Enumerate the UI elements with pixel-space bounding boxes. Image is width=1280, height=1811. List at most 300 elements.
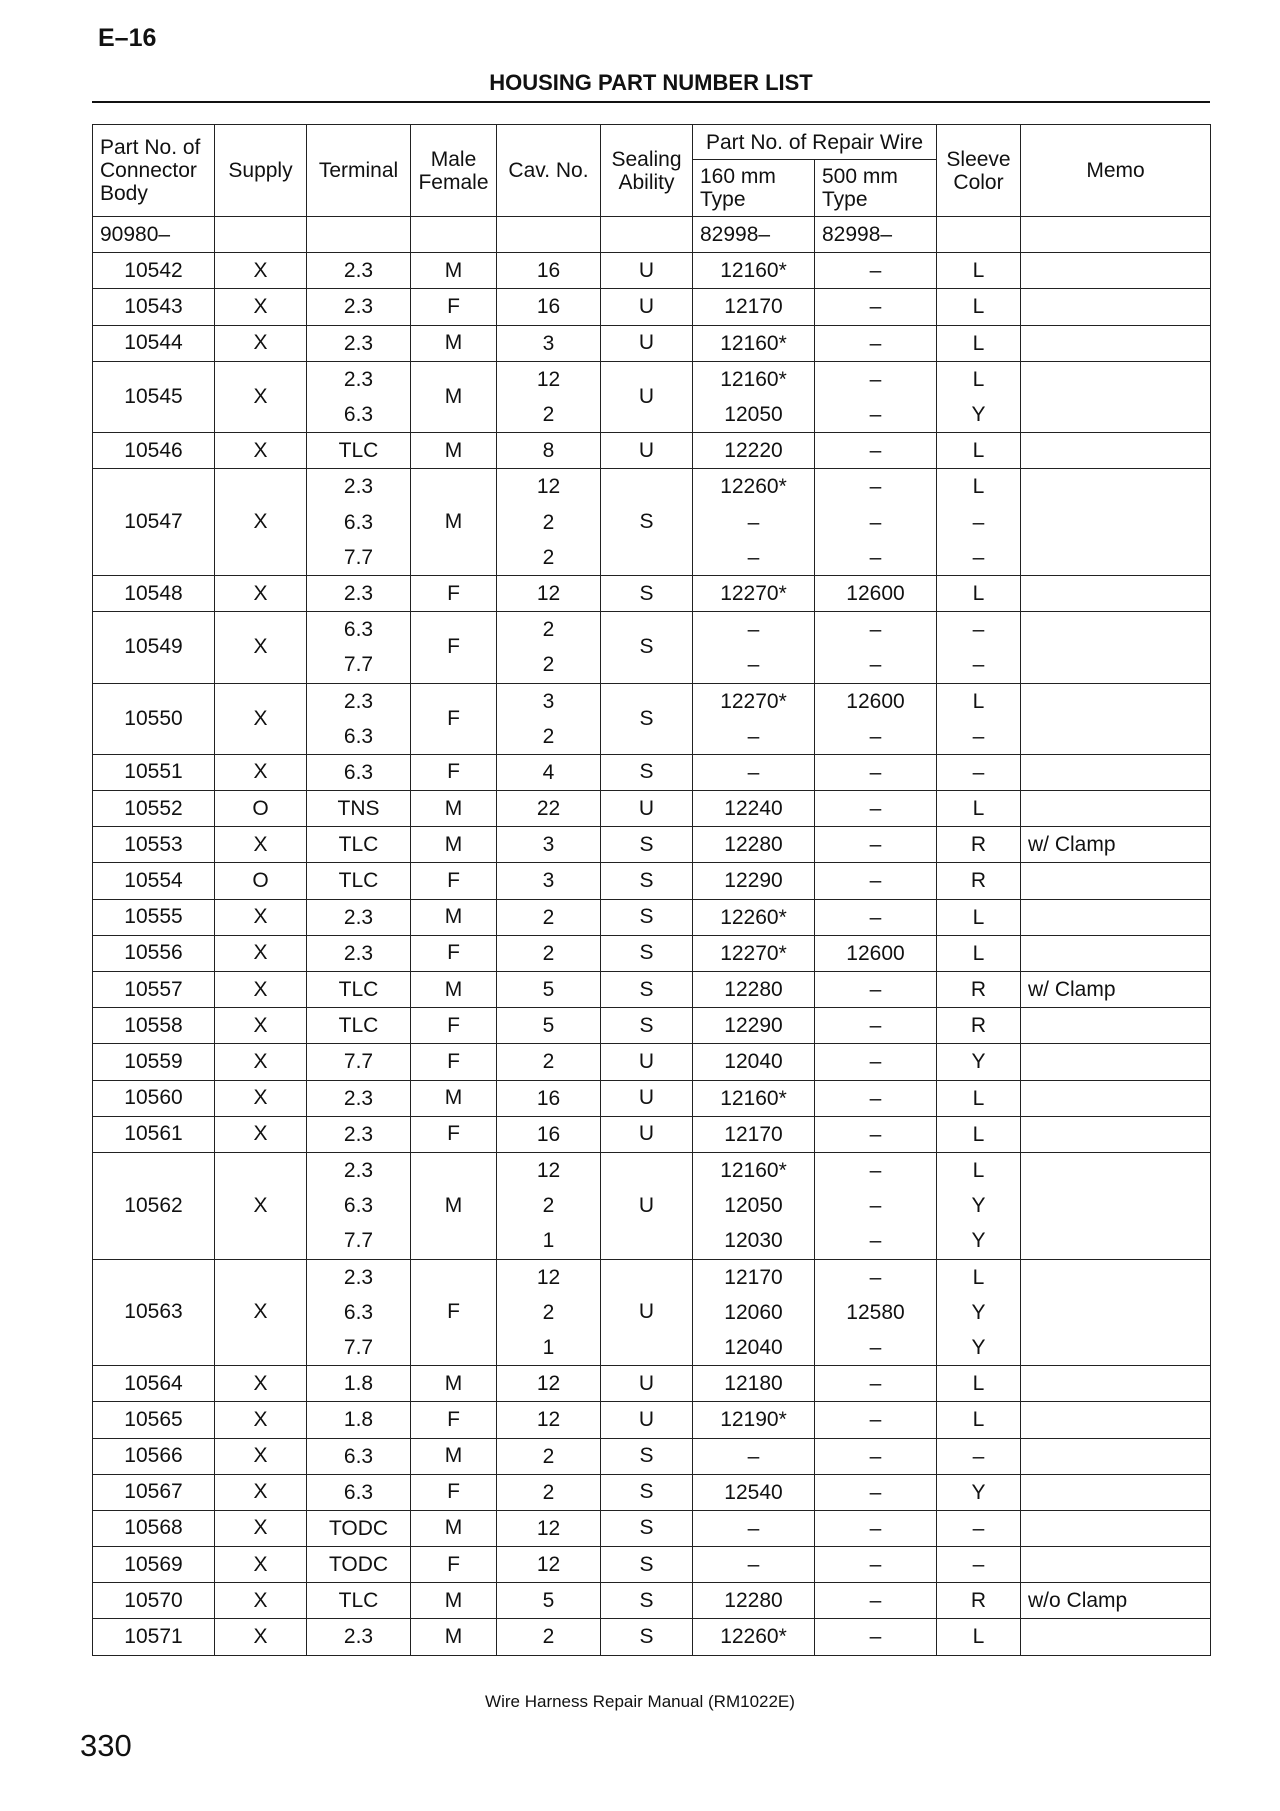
- sleeve-color-cell: [937, 754, 1021, 790]
- supply-cell: X: [215, 361, 307, 432]
- sealing-cell: S: [601, 827, 693, 863]
- wire-160-cell-line: 12290: [724, 869, 783, 893]
- sleeve-color-cell-line: –: [972, 653, 985, 677]
- table-row: [93, 1044, 1211, 1080]
- male-female-cell: M: [411, 1619, 497, 1655]
- wire-500-cell: [815, 1366, 937, 1402]
- terminal-cell: [307, 1044, 411, 1080]
- wire-500-cell: [815, 1402, 937, 1438]
- wire-500-cell-line: 12580: [846, 1300, 905, 1324]
- wire-160-cell-line: –: [747, 1553, 760, 1577]
- sealing-cell: S: [601, 683, 693, 754]
- wire-160-cell-line: 12280: [724, 978, 783, 1002]
- sleeve-color-cell-line: Y: [971, 1300, 986, 1324]
- terminal-cell: [307, 289, 411, 325]
- sleeve-color-cell: [937, 1259, 1021, 1366]
- wire-160-cell: [693, 1008, 815, 1044]
- cav-no-cell: [497, 935, 601, 971]
- cav-no-cell: [497, 1438, 601, 1474]
- supply-cell: X: [215, 433, 307, 469]
- col-header-sealing: Sealing Ability: [601, 125, 693, 217]
- prefix-row: [93, 217, 1211, 253]
- supply-cell: X: [215, 754, 307, 790]
- cav-no-cell: [497, 1474, 601, 1510]
- cav-no-cell: [497, 1116, 601, 1152]
- male-female-cell: F: [411, 612, 497, 683]
- wire-500-cell-line: –: [869, 618, 882, 642]
- male-female-cell: F: [411, 289, 497, 325]
- wire-500-cell-line: –: [869, 1050, 882, 1074]
- wire-500-cell-line: 12600: [846, 689, 905, 713]
- table-row: [93, 325, 1211, 361]
- wire-160-cell-line: 12540: [724, 1480, 783, 1504]
- table-row: [93, 683, 1211, 754]
- terminal-cell-line: TLC: [338, 439, 379, 463]
- terminal-cell: [307, 1080, 411, 1116]
- male-female-cell: M: [411, 433, 497, 469]
- wire-500-cell: [815, 863, 937, 899]
- supply-cell: X: [215, 899, 307, 935]
- page-title: HOUSING PART NUMBER LIST: [489, 70, 813, 95]
- wire-160-cell-line: –: [747, 724, 760, 748]
- terminal-cell-line: TLC: [338, 978, 379, 1002]
- wire-500-cell-line: –: [869, 905, 882, 929]
- sleeve-color-cell-line: L: [972, 1158, 985, 1182]
- memo-cell: [1021, 469, 1211, 576]
- table-row: [93, 469, 1211, 576]
- wire-160-cell-line: 12160*: [720, 1158, 787, 1182]
- sleeve-color-cell-line: L: [972, 689, 985, 713]
- terminal-cell-line: 6.3: [343, 510, 374, 534]
- table-row: [93, 612, 1211, 683]
- male-female-cell: M: [411, 325, 497, 361]
- sleeve-color-cell-line: L: [972, 259, 985, 283]
- wire-500-cell: [815, 575, 937, 611]
- table-row: [93, 1366, 1211, 1402]
- cav-no-cell: [497, 1547, 601, 1583]
- sleeve-color-cell-line: L: [972, 941, 985, 965]
- sleeve-color-cell-line: R: [970, 1014, 987, 1038]
- cav-no-cell-line: 5: [542, 978, 555, 1002]
- wire-500-cell: [815, 899, 937, 935]
- wire-160-cell-line: 12190*: [720, 1408, 787, 1432]
- table-row: [93, 575, 1211, 611]
- wire-160-cell-line: 12280: [724, 1589, 783, 1613]
- supply-cell: X: [215, 1510, 307, 1546]
- terminal-cell-line: TLC: [338, 833, 379, 857]
- wire-500-cell-line: –: [869, 331, 882, 355]
- wire-500-cell: [815, 1008, 937, 1044]
- sleeve-color-cell: [937, 1583, 1021, 1619]
- sleeve-color-cell: [937, 1619, 1021, 1655]
- table-row: [93, 1259, 1211, 1366]
- sleeve-color-cell-line: –: [972, 618, 985, 642]
- wire-500-cell-line: 12600: [846, 581, 905, 605]
- sealing-cell: U: [601, 1044, 693, 1080]
- sleeve-color-cell-line: Y: [971, 1050, 986, 1074]
- supply-cell: X: [215, 253, 307, 289]
- cav-no-cell-line: 12: [536, 1265, 561, 1289]
- wire-160-cell-line: 12050: [724, 1194, 783, 1218]
- sleeve-color-cell-line: Y: [971, 1229, 986, 1253]
- supply-cell: X: [215, 1008, 307, 1044]
- wire-500-cell-line: –: [869, 1122, 882, 1146]
- cav-no-cell-line: 2: [542, 545, 555, 569]
- terminal-cell-line: TLC: [338, 869, 379, 893]
- manual-footer: Wire Harness Repair Manual (RM1022E): [485, 1692, 795, 1711]
- part-no-cell: 10551: [93, 754, 215, 790]
- table-row: [93, 1619, 1211, 1655]
- sleeve-color-cell: [937, 1510, 1021, 1546]
- wire-160-cell: [693, 1402, 815, 1438]
- sleeve-color-cell-line: –: [972, 1444, 985, 1468]
- col-header-160mm: 160 mm Type: [693, 160, 815, 217]
- col-header-repair-wire: Part No. of Repair Wire: [693, 125, 937, 160]
- terminal-cell: [307, 1259, 411, 1366]
- cav-no-cell-line: 12: [536, 1372, 561, 1396]
- table-row: [93, 1583, 1211, 1619]
- supply-cell: X: [215, 1116, 307, 1152]
- cav-no-cell-line: 2: [542, 1300, 555, 1324]
- terminal-cell-line: 1.8: [343, 1372, 374, 1396]
- wire-160-cell: [693, 289, 815, 325]
- sealing-cell: U: [601, 289, 693, 325]
- supply-cell: X: [215, 1619, 307, 1655]
- wire-500-cell: [815, 1547, 937, 1583]
- part-no-cell: 10568: [93, 1510, 215, 1546]
- part-no-cell: 10571: [93, 1619, 215, 1655]
- wire-160-cell: [693, 1366, 815, 1402]
- male-female-cell: M: [411, 253, 497, 289]
- male-female-cell: M: [411, 827, 497, 863]
- wire-160-cell-line: 12040: [724, 1050, 783, 1074]
- wire-160-cell: [693, 1259, 815, 1366]
- sleeve-color-cell: [937, 1474, 1021, 1510]
- part-no-cell: 10564: [93, 1366, 215, 1402]
- terminal-cell: [307, 1438, 411, 1474]
- cav-no-cell: [497, 612, 601, 683]
- male-female-cell: M: [411, 1510, 497, 1546]
- cav-no-cell: [497, 433, 601, 469]
- wire-160-cell-line: 12260*: [720, 1625, 787, 1649]
- part-no-cell: 10567: [93, 1474, 215, 1510]
- male-female-cell: M: [411, 1366, 497, 1402]
- part-no-cell: 10554: [93, 863, 215, 899]
- cav-no-cell: [497, 469, 601, 576]
- terminal-cell-line: 6.3: [343, 402, 374, 426]
- memo-cell: [1021, 433, 1211, 469]
- table-row: [93, 289, 1211, 325]
- sealing-cell: U: [601, 253, 693, 289]
- sealing-cell: S: [601, 899, 693, 935]
- wire-500-cell-line: –: [869, 475, 882, 499]
- memo-cell: [1021, 1152, 1211, 1259]
- male-female-cell: M: [411, 1438, 497, 1474]
- part-no-cell: 10562: [93, 1152, 215, 1259]
- cav-no-cell: [497, 972, 601, 1008]
- wire-500-cell: [815, 1116, 937, 1152]
- sleeve-color-cell: [937, 325, 1021, 361]
- terminal-cell: [307, 1402, 411, 1438]
- wire-500-cell: [815, 683, 937, 754]
- part-no-cell: 10561: [93, 1116, 215, 1152]
- terminal-cell-line: 2.3: [343, 581, 374, 605]
- table-row: [93, 863, 1211, 899]
- wire-500-cell-line: –: [869, 1516, 882, 1540]
- cav-no-cell-line: 2: [542, 941, 555, 965]
- wire-500-cell-line: –: [869, 1014, 882, 1038]
- table-row: [93, 972, 1211, 1008]
- supply-cell: X: [215, 575, 307, 611]
- table-row: [93, 1152, 1211, 1259]
- memo-cell: [1021, 1619, 1211, 1655]
- supply-cell: X: [215, 827, 307, 863]
- sealing-cell: S: [601, 1583, 693, 1619]
- terminal-cell-line: 7.7: [343, 1050, 374, 1074]
- cav-no-cell-line: 2: [542, 1194, 555, 1218]
- terminal-cell-line: 6.3: [343, 760, 374, 784]
- part-no-cell: 10553: [93, 827, 215, 863]
- sleeve-color-cell: [937, 361, 1021, 432]
- sleeve-color-cell-line: Y: [971, 1480, 986, 1504]
- male-female-cell: M: [411, 1152, 497, 1259]
- wire-500-cell: [815, 1438, 937, 1474]
- cav-no-cell-line: 2: [542, 724, 555, 748]
- cav-no-cell: [497, 754, 601, 790]
- memo-cell: [1021, 863, 1211, 899]
- sealing-cell: S: [601, 754, 693, 790]
- terminal-cell-line: 2.3: [343, 475, 374, 499]
- wire-160-cell: [693, 1510, 815, 1546]
- wire-160-cell-line: –: [747, 545, 760, 569]
- terminal-cell: [307, 935, 411, 971]
- wire-160-cell: [693, 1583, 815, 1619]
- terminal-cell-line: 6.3: [343, 1194, 374, 1218]
- memo-cell: [1021, 612, 1211, 683]
- table-row: [93, 827, 1211, 863]
- cav-no-cell: [497, 1259, 601, 1366]
- wire-500-cell: [815, 361, 937, 432]
- sleeve-color-cell-line: Y: [971, 1335, 986, 1359]
- part-no-cell: 10569: [93, 1547, 215, 1583]
- sleeve-color-cell: [937, 575, 1021, 611]
- terminal-cell: [307, 827, 411, 863]
- sleeve-color-cell: [937, 863, 1021, 899]
- wire-500-cell: [815, 253, 937, 289]
- wire-500-cell-line: –: [869, 439, 882, 463]
- sleeve-color-cell-line: L: [972, 1372, 985, 1396]
- wire-500-cell-line: –: [869, 295, 882, 319]
- table-row: [93, 935, 1211, 971]
- wire-160-cell-line: 12170: [724, 1122, 783, 1146]
- terminal-cell-line: 6.3: [343, 1300, 374, 1324]
- part-no-cell: 10566: [93, 1438, 215, 1474]
- part-no-cell: 10565: [93, 1402, 215, 1438]
- wire-160-cell-line: 12160*: [720, 367, 787, 391]
- wire-500-cell-line: –: [869, 1229, 882, 1253]
- wire-160-cell-line: –: [747, 760, 760, 784]
- sealing-cell: S: [601, 1008, 693, 1044]
- cav-no-cell-line: 12: [536, 1158, 561, 1182]
- cav-no-cell-line: 1: [542, 1229, 555, 1253]
- supply-cell: X: [215, 469, 307, 576]
- sleeve-color-cell-line: L: [972, 1625, 985, 1649]
- cav-no-cell: [497, 899, 601, 935]
- memo-cell: [1021, 1474, 1211, 1510]
- sleeve-color-cell: [937, 683, 1021, 754]
- col-header-500mm: 500 mm Type: [815, 160, 937, 217]
- terminal-cell: [307, 683, 411, 754]
- wire-160-cell-line: 12170: [724, 295, 783, 319]
- sealing-cell: U: [601, 1259, 693, 1366]
- terminal-cell-line: 2.3: [343, 689, 374, 713]
- table-row: [93, 1116, 1211, 1152]
- table-row: [93, 1510, 1211, 1546]
- memo-cell: [1021, 1366, 1211, 1402]
- memo-cell: [1021, 935, 1211, 971]
- male-female-cell: F: [411, 1044, 497, 1080]
- wire-500-cell: [815, 1080, 937, 1116]
- cav-no-cell: [497, 827, 601, 863]
- supply-cell: X: [215, 1152, 307, 1259]
- sealing-cell: S: [601, 1510, 693, 1546]
- wire-160-cell: [693, 361, 815, 432]
- terminal-cell-line: 2.3: [343, 331, 374, 355]
- sleeve-color-cell: [937, 1008, 1021, 1044]
- wire-500-cell-line: –: [869, 1158, 882, 1182]
- sealing-cell: U: [601, 791, 693, 827]
- terminal-cell: [307, 433, 411, 469]
- wire-500-cell-line: –: [869, 510, 882, 534]
- male-female-cell: F: [411, 1474, 497, 1510]
- wire-160-cell: [693, 1044, 815, 1080]
- wire-500-prefix: 82998–: [815, 217, 937, 253]
- wire-160-cell: [693, 1080, 815, 1116]
- sleeve-color-cell: [937, 791, 1021, 827]
- wire-160-cell-line: 12240: [724, 797, 783, 821]
- terminal-cell: [307, 325, 411, 361]
- wire-160-cell: [693, 1474, 815, 1510]
- supply-cell: O: [215, 863, 307, 899]
- part-no-cell: 10558: [93, 1008, 215, 1044]
- cav-no-cell: [497, 1044, 601, 1080]
- sleeve-color-cell-line: L: [972, 905, 985, 929]
- sealing-cell: S: [601, 575, 693, 611]
- supply-cell: X: [215, 1438, 307, 1474]
- cav-no-cell-line: 2: [542, 1050, 555, 1074]
- part-no-cell: 10550: [93, 683, 215, 754]
- sleeve-color-cell: [937, 253, 1021, 289]
- sleeve-color-cell-line: L: [972, 439, 985, 463]
- sealing-cell: S: [601, 1619, 693, 1655]
- table-body: [93, 217, 1211, 1656]
- wire-500-cell-line: –: [869, 1372, 882, 1396]
- terminal-cell-line: 7.7: [343, 653, 374, 677]
- cav-no-cell-line: 12: [536, 1408, 561, 1432]
- wire-160-cell-line: –: [747, 510, 760, 534]
- sleeve-color-cell: [937, 1402, 1021, 1438]
- part-no-cell: 10560: [93, 1080, 215, 1116]
- wire-500-cell: [815, 1619, 937, 1655]
- sleeve-color-cell: [937, 827, 1021, 863]
- wire-500-cell: [815, 754, 937, 790]
- terminal-cell-line: 2.3: [343, 295, 374, 319]
- sealing-cell: S: [601, 469, 693, 576]
- wire-500-cell: [815, 1044, 937, 1080]
- memo-cell: [1021, 1510, 1211, 1546]
- wire-500-cell-line: –: [869, 869, 882, 893]
- cav-no-cell-line: 2: [542, 618, 555, 642]
- memo-cell: [1021, 289, 1211, 325]
- wire-160-cell: [693, 791, 815, 827]
- terminal-cell: [307, 1583, 411, 1619]
- wire-500-cell-line: 12600: [846, 941, 905, 965]
- wire-160-cell-line: –: [747, 1516, 760, 1540]
- part-no-cell: 10546: [93, 433, 215, 469]
- wire-160-cell-line: 12260*: [720, 475, 787, 499]
- sleeve-color-cell-line: L: [972, 581, 985, 605]
- terminal-cell-line: 2.3: [343, 259, 374, 283]
- sealing-cell: U: [601, 1152, 693, 1259]
- supply-cell: X: [215, 1044, 307, 1080]
- wire-160-cell: [693, 1116, 815, 1152]
- wire-500-cell-line: –: [869, 724, 882, 748]
- wire-500-cell-line: –: [869, 978, 882, 1002]
- title-rule: [92, 101, 1210, 103]
- wire-160-cell-line: 12220: [724, 439, 783, 463]
- terminal-cell-line: 2.3: [343, 905, 374, 929]
- housing-part-table: [92, 124, 1211, 1656]
- sleeve-color-cell-line: L: [972, 797, 985, 821]
- table-row: [93, 1080, 1211, 1116]
- cav-no-cell-line: 2: [542, 1625, 555, 1649]
- col-header-male-female: Male Female: [411, 125, 497, 217]
- wire-160-cell-line: 12270*: [720, 689, 787, 713]
- sleeve-color-cell-line: R: [970, 869, 987, 893]
- terminal-cell: [307, 1366, 411, 1402]
- memo-cell: [1021, 754, 1211, 790]
- sleeve-color-cell-line: –: [972, 510, 985, 534]
- cav-no-cell-line: 4: [542, 760, 555, 784]
- wire-500-cell-line: –: [869, 545, 882, 569]
- terminal-cell-line: 2.3: [343, 367, 374, 391]
- terminal-cell-line: 1.8: [343, 1408, 374, 1432]
- supply-cell: O: [215, 791, 307, 827]
- male-female-cell: F: [411, 1547, 497, 1583]
- wire-160-cell-line: 12170: [724, 1265, 783, 1289]
- sleeve-color-cell: [937, 1116, 1021, 1152]
- sleeve-color-cell: [937, 289, 1021, 325]
- cav-no-cell-line: 5: [542, 1014, 555, 1038]
- supply-cell: X: [215, 935, 307, 971]
- sleeve-color-cell-line: –: [972, 760, 985, 784]
- table-row: [93, 899, 1211, 935]
- table-row: [93, 1474, 1211, 1510]
- sleeve-color-cell-line: R: [970, 1589, 987, 1613]
- terminal-cell: [307, 1510, 411, 1546]
- cav-no-cell-line: 8: [542, 439, 555, 463]
- col-header-memo: Memo: [1021, 125, 1211, 217]
- male-female-cell: M: [411, 972, 497, 1008]
- cav-no-cell: [497, 325, 601, 361]
- male-female-cell: M: [411, 1080, 497, 1116]
- wire-160-cell: [693, 253, 815, 289]
- sleeve-color-cell-line: L: [972, 1122, 985, 1146]
- sleeve-color-cell: [937, 935, 1021, 971]
- male-female-cell: M: [411, 899, 497, 935]
- table-row: [93, 253, 1211, 289]
- cav-no-cell-line: 16: [536, 1122, 561, 1146]
